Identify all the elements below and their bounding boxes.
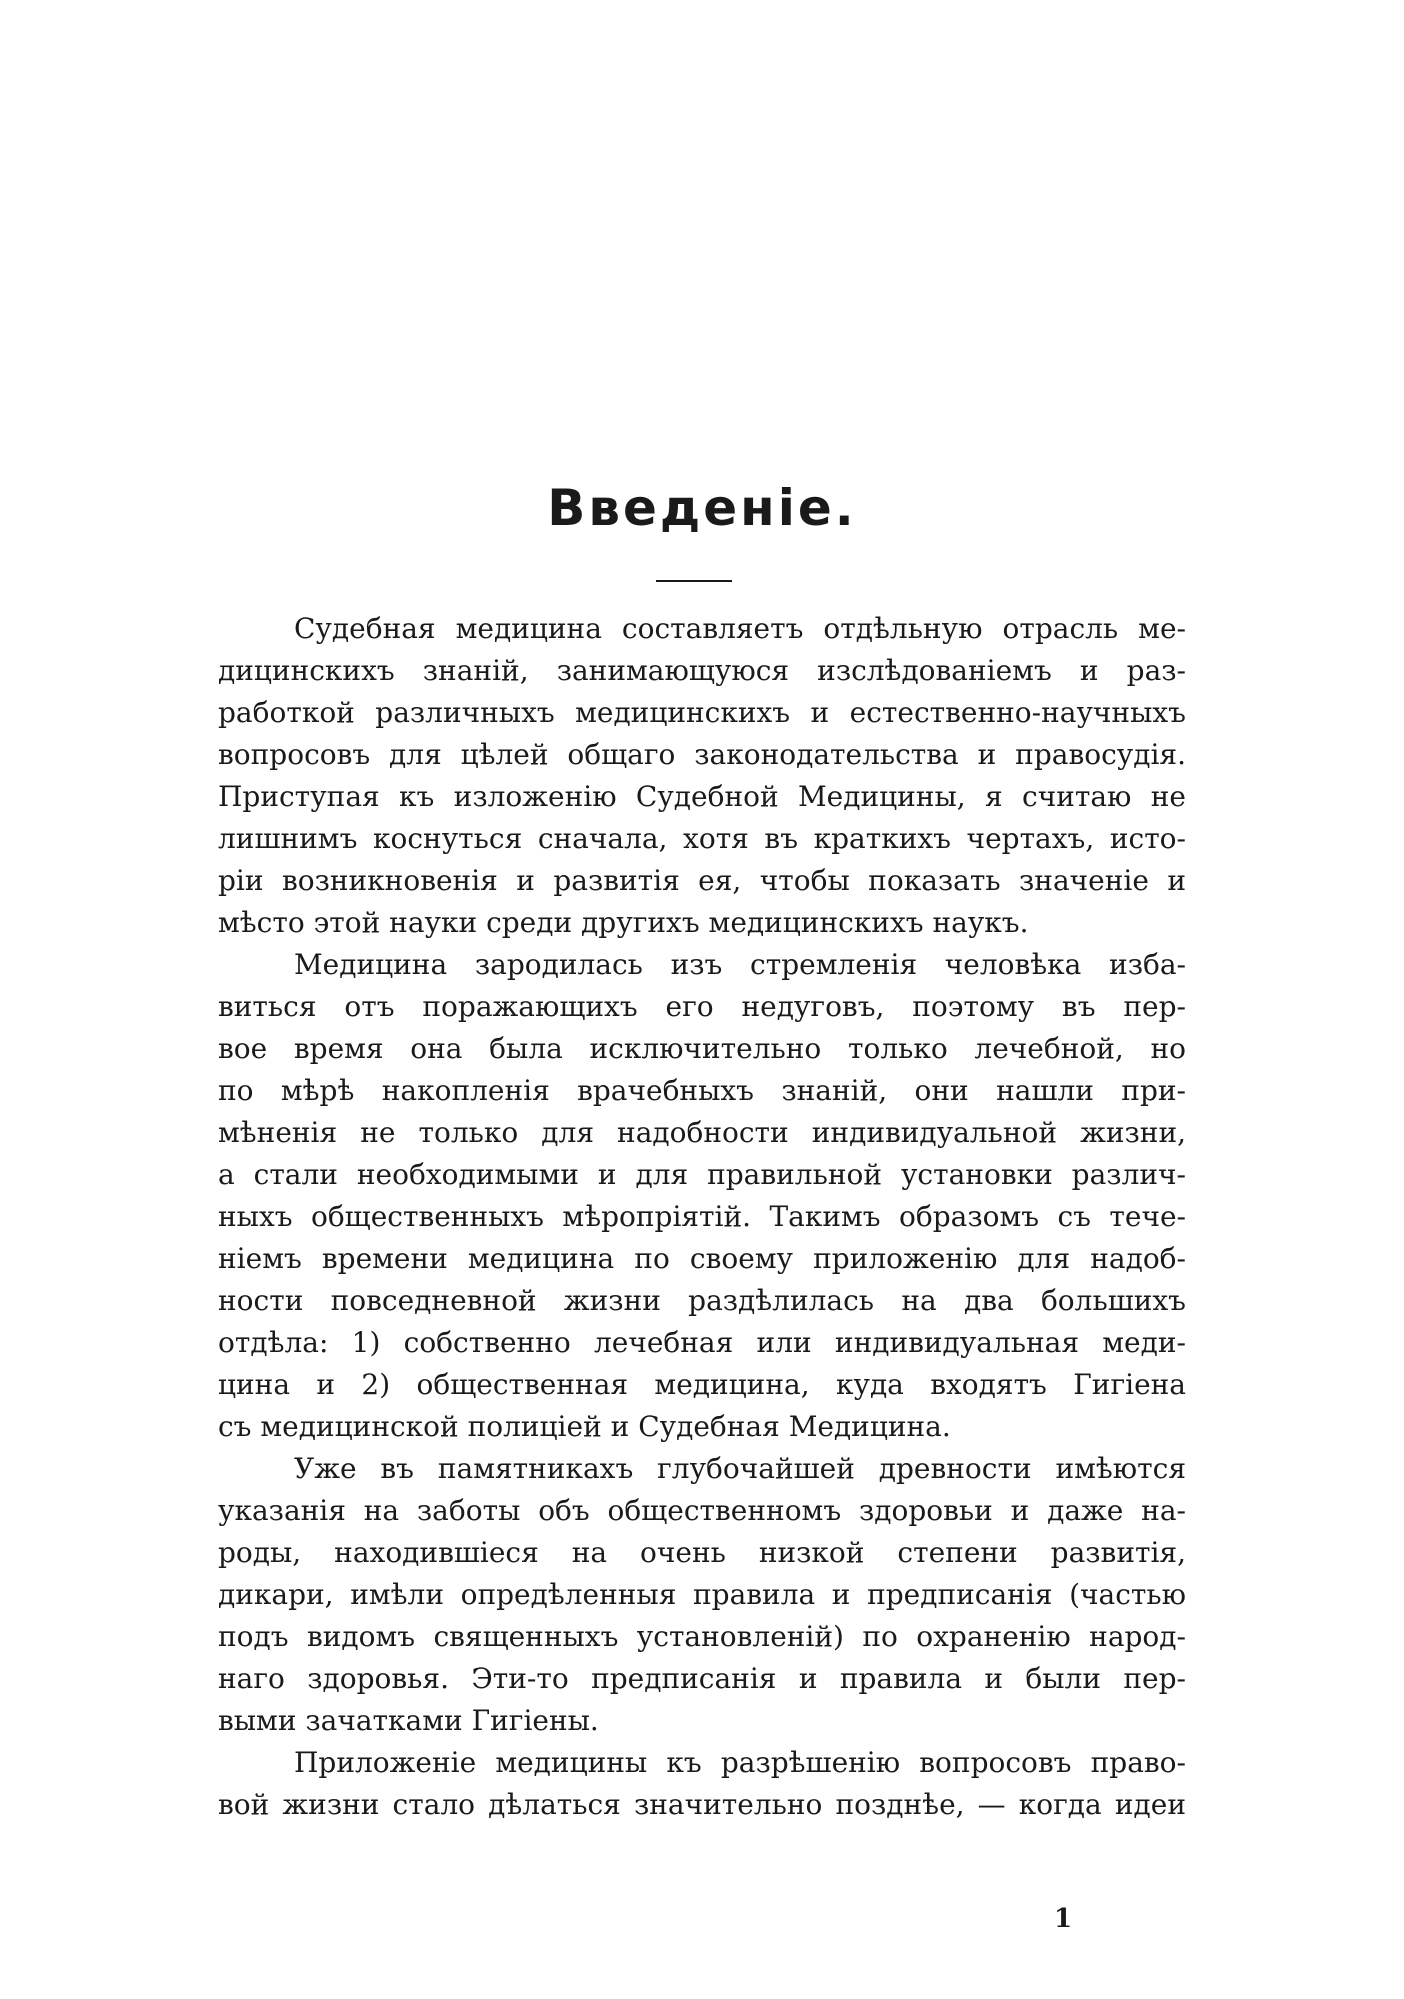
text-line: Уже въ памятникахъ глубочайшей древности имѣются xyxy=(294,1452,1186,1485)
text-line: Медицина зародилась изъ стремленія человѣка изба- xyxy=(294,948,1186,981)
text-line: виться отъ поражающихъ его недуговъ, поэтому въ пер- xyxy=(218,990,1186,1023)
text-line: ныхъ общественныхъ мѣропріятій. Такимъ образомъ съ тече- xyxy=(218,1200,1186,1233)
title-rule xyxy=(656,580,732,582)
text-line: дикари, имѣли опредѣленныя правила и предписанія (частью xyxy=(218,1578,1186,1611)
paragraph-4 xyxy=(218,1742,1186,1826)
page-number: 1 xyxy=(1054,1904,1073,1934)
text-line: ности повседневной жизни раздѣлилась на два большихъ xyxy=(218,1284,1186,1317)
text-line: наго здоровья. Эти-то предписанія и правила и были пер- xyxy=(218,1662,1186,1695)
text-line: вое время она была исключительно только лечебной, но xyxy=(218,1032,1186,1065)
text-line: отдѣла: 1) собственно лечебная или индивидуальная меди- xyxy=(218,1326,1186,1359)
text-line: Судебная медицина составляетъ отдѣльную отрасль ме- xyxy=(294,612,1186,645)
body-text xyxy=(218,608,1186,1826)
chapter-title: Введеніе. xyxy=(547,479,857,537)
text-line: вопросовъ для цѣлей общаго законодательства и правосудія. xyxy=(218,738,1186,771)
text-line: работкой различныхъ медицинскихъ и естественно-научныхъ xyxy=(218,696,1186,729)
text-line: мѣненія не только для надобности индивидуальной жизни, xyxy=(218,1116,1186,1149)
text-line: роды, находившіеся на очень низкой степени развитія, xyxy=(218,1536,1186,1569)
text-line: мѣсто этой науки среди другихъ медицинскихъ наукъ. xyxy=(218,906,1029,939)
text-line: вой жизни стало дѣлаться значительно позднѣе, — когда идеи xyxy=(218,1788,1186,1821)
text-line: указанія на заботы объ общественномъ здоровьи и даже на- xyxy=(218,1494,1186,1527)
paragraph-3 xyxy=(218,1448,1186,1742)
text-line: ніемъ времени медицина по своему приложенію для надоб- xyxy=(218,1242,1186,1275)
text-line: Приложеніе медицины къ разрѣшенію вопросовъ право- xyxy=(294,1746,1186,1779)
text-line: лишнимъ коснуться сначала, хотя въ краткихъ чертахъ, исто- xyxy=(218,822,1186,855)
text-line: цина и 2) общественная медицина, куда входятъ Гигіена xyxy=(218,1368,1186,1401)
text-line: выми зачатками Гигіены. xyxy=(218,1704,599,1737)
text-line: а стали необходимыми и для правильной установки различ- xyxy=(218,1158,1186,1191)
text-line: по мѣрѣ накопленія врачебныхъ знаній, они нашли при- xyxy=(218,1074,1186,1107)
text-line: Приступая къ изложенію Судебной Медицины, я считаю не xyxy=(218,780,1186,813)
paragraph-2 xyxy=(218,944,1186,1448)
text-line: съ медицинской полиціей и Судебная Медицина. xyxy=(218,1410,951,1443)
text-line: дицинскихъ знаній, занимающуюся изслѣдованіемъ и раз- xyxy=(218,654,1186,687)
paragraph-1 xyxy=(218,608,1186,944)
text-line: подъ видомъ священныхъ установленій) по охраненію народ- xyxy=(218,1620,1186,1653)
text-line: ріи возникновенія и развитія ея, чтобы показать значеніе и xyxy=(218,864,1186,897)
